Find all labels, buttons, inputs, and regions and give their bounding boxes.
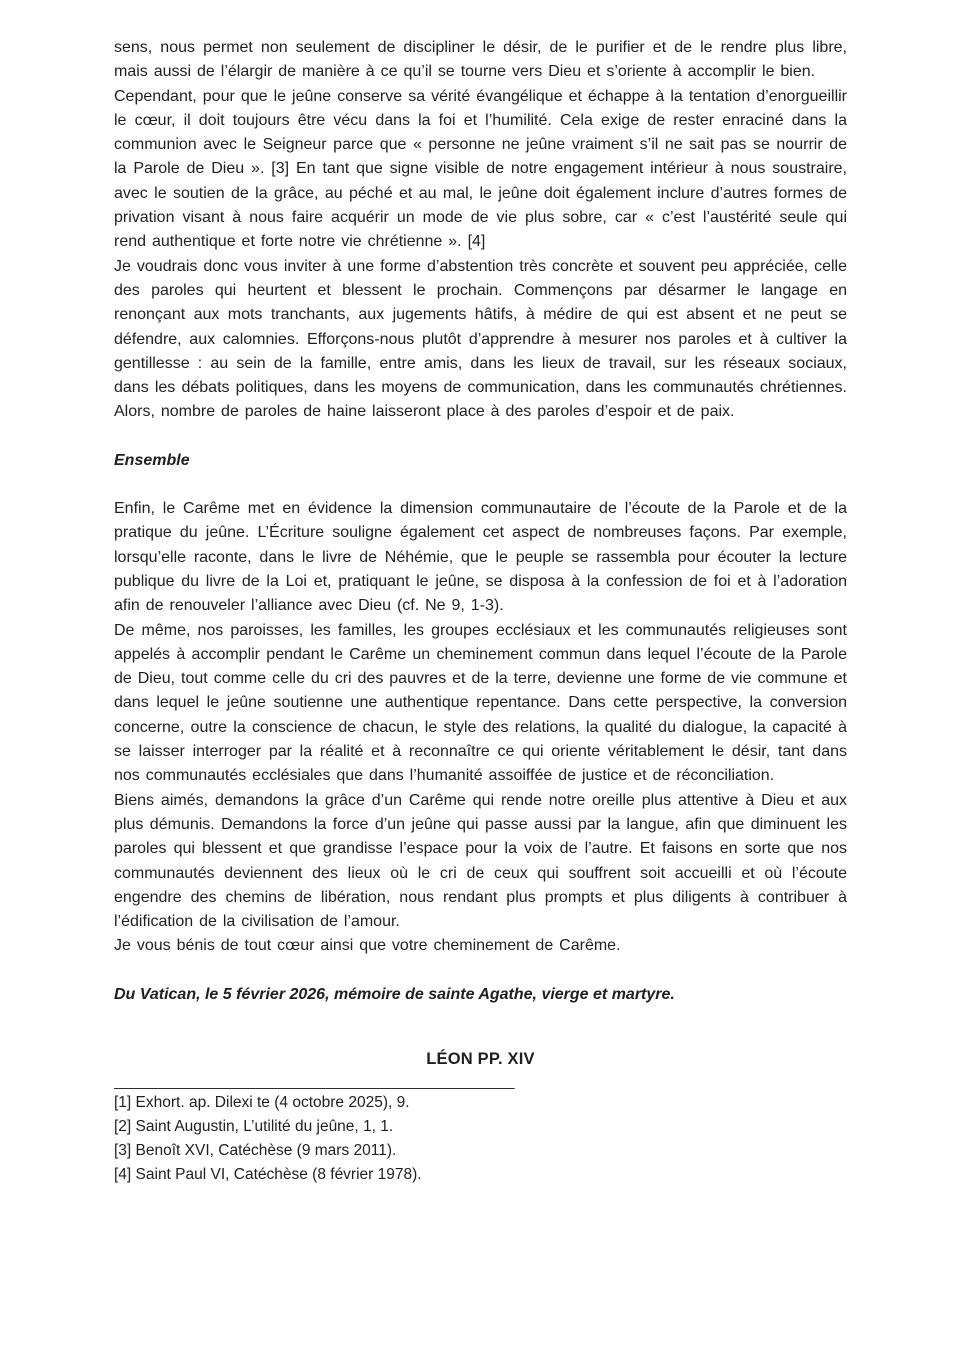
footnote-separator: ________________________________________________ (114, 1072, 515, 1090)
signature-leon-pp-xiv: LÉON PP. XIV (426, 1049, 535, 1068)
body-paragraph: De même, nos paroisses, les familles, les groupes ecclésiaux et les communautés religieuses sont appelés à accomplir pendant le Carême un cheminement commun dans lequel l’écoute de la Parole de Dieu, tout comme celle du cri des pauvres et de la terre, devienne une forme de vie commune et dans lequel le jeûne soutienne une authentique repentance. Dans cette perspective, la conversion concerne, outre la conscience de chacun, le style des relations, la qualité du dialogue, la capacité à se laisser interroger par la réalité et à reconnaître ce qui oriente véritablement le désir, tant dans nos communautés ecclésiales que dans l’humanité assoiffée de justice et de réconciliation. (114, 621, 847, 785)
footnote: [4] Saint Paul VI, Catéchèse (8 février 1978). (114, 1165, 422, 1183)
body-paragraph: Enfin, le Carême met en évidence la dimension communautaire de l’écoute de la Parole et de la pratique du jeûne. L’Écriture souligne également cet aspect de nombreuses façons. Par exemple, lorsqu’elle raconte, dans le livre de Néhémie, que le peuple se rassembla pour écouter la lecture publique du livre de la Loi et, pratiquant le jeûne, se disposa à la confession de foi et à l’adoration afin de renouveler l’alliance avec Dieu (cf. Ne 9, 1-3). (114, 500, 847, 615)
footnote: [3] Benoît XVI, Catéchèse (9 mars 2011). (114, 1141, 397, 1159)
section-heading-ensemble: Ensemble (114, 451, 190, 469)
body-paragraph: Je vous bénis de tout cœur ainsi que votre cheminement de Carême. (114, 937, 621, 955)
dateline: Du Vatican, le 5 février 2026, mémoire de sainte Agathe, vierge et martyre. (114, 985, 675, 1003)
body-paragraph: Je voudrais donc vous inviter à une forme d’abstention très concrète et souvent peu appréciée, celle des paroles qui heurtent et blessent le prochain. Commençons par désarmer le langage en renonçant aux mots tranchants, aux jugements hâtifs, à médire de qui est absent et ne peut se défendre, aux calomnies. Efforçons-nous plutôt d’apprendre à mesurer nos paroles et à cultiver la gentillesse : au sein de la famille, entre amis, dans les lieux de travail, sur les réseaux sociaux, dans les débats politiques, dans les moyens de communication, dans les communautés chrétiennes. Alors, nombre de paroles de haine laisseront place à des paroles d’espoir et de paix. (114, 257, 847, 421)
body-paragraph: Cependant, pour que le jeûne conserve sa vérité évangélique et échappe à la tentation d’enorgueillir le cœur, il doit toujours être vécu dans la foi et l’humilité. Cela exige de rester enraciné dans la communion avec le Seigneur parce que « personne ne jeûne vraiment s’il ne sait pas se nourrir de la Parole de Dieu ». [3] En tant que signe visible de notre engagement intérieur à nous soustraire, avec le soutien de la grâce, au péché et au mal, le jeûne doit également inclure d’autres formes de privation visant à nous faire acquérir un mode de vie plus sobre, car « c’est l’austérité seule qui rend authentique et forte notre vie chrétienne ». [4] (114, 87, 847, 251)
body-paragraph: sens, nous permet non seulement de discipliner le désir, de le purifier et de le rendre plus libre, mais aussi de l’élargir de manière à ce qu’il se tourne vers Dieu et s’oriente à accomplir le bien. (114, 39, 847, 81)
body-paragraph: Biens aimés, demandons la grâce d’un Carême qui rende notre oreille plus attentive à Dieu et aux plus démunis. Demandons la force d’un jeûne qui passe aussi par la langue, afin que diminuent les paroles qui blessent et que grandisse l’espace pour la voix de l’autre. Et faisons en sorte que nos communautés deviennent des lieux où le cri de ceux qui souffrent soit accueilli et où l’écoute engendre des chemins de libération, nous rendant plus prompts et plus diligents à contribuer à l’édification de la civilisation de l’amour. (114, 791, 847, 931)
footnote: [2] Saint Augustin, L’utilité du jeûne, 1, 1. (114, 1117, 394, 1135)
footnote: [1] Exhort. ap. Dilexi te (4 octobre 2025), 9. (114, 1093, 410, 1111)
